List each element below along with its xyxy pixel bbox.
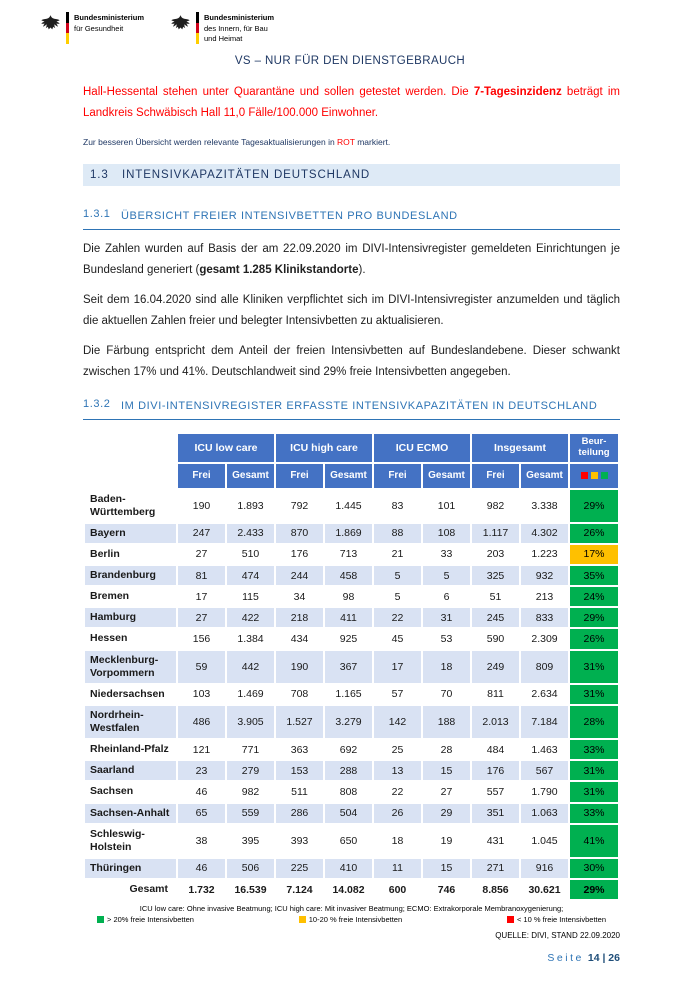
value-cell: 811 xyxy=(471,684,520,705)
value-cell: 932 xyxy=(520,565,569,586)
note-text: Zur besseren Übersicht werden relevante Tagesaktualisierungen in xyxy=(83,137,338,148)
table-row xyxy=(84,803,619,824)
value-cell: 247 xyxy=(177,523,226,544)
value-cell: 176 xyxy=(471,760,520,781)
value-cell: 51 xyxy=(471,586,520,607)
value-cell: 271 xyxy=(471,858,520,879)
value-cell: 422 xyxy=(226,607,275,628)
value-cell: 411 xyxy=(324,607,373,628)
value-cell: 925 xyxy=(324,628,373,649)
value-cell: 188 xyxy=(422,705,471,739)
value-cell: 83 xyxy=(373,489,422,523)
value-cell: 142 xyxy=(373,705,422,739)
legend-item-green xyxy=(97,915,194,924)
source-line: QUELLE: DIVI, STAND 22.09.2020 xyxy=(495,931,620,941)
beurteilung-cell: 33% xyxy=(569,803,619,824)
value-cell: 1.463 xyxy=(520,739,569,760)
value-cell: 1.063 xyxy=(520,803,569,824)
value-cell: 325 xyxy=(471,565,520,586)
table-header xyxy=(84,433,619,489)
value-cell: 59 xyxy=(177,650,226,684)
logo-line: Bundesministerium xyxy=(74,13,145,22)
value-cell: 14.082 xyxy=(324,879,373,900)
table-row xyxy=(84,781,619,802)
column-gesamt: Gesamt xyxy=(422,463,471,489)
bundesland-name-cell: Hessen xyxy=(84,628,177,649)
update-note xyxy=(83,137,620,147)
value-cell: 57 xyxy=(373,684,422,705)
value-cell: 2.013 xyxy=(471,705,520,739)
value-cell: 98 xyxy=(324,586,373,607)
value-cell: 5 xyxy=(373,565,422,586)
bundesland-name-cell: Schleswig-Holstein xyxy=(84,824,177,858)
table-row xyxy=(84,489,619,523)
column-frei: Frei xyxy=(373,463,422,489)
bundesland-name-cell: Berlin xyxy=(84,544,177,565)
value-cell: 33 xyxy=(422,544,471,565)
value-cell: 88 xyxy=(373,523,422,544)
bundesland-name-cell: Saarland xyxy=(84,760,177,781)
value-cell: 17 xyxy=(177,586,226,607)
value-cell: 121 xyxy=(177,739,226,760)
value-cell: 3.905 xyxy=(226,705,275,739)
value-cell: 16.539 xyxy=(226,879,275,900)
column-group-insgesamt: Insgesamt xyxy=(471,433,569,463)
value-cell: 65 xyxy=(177,803,226,824)
value-cell: 25 xyxy=(373,739,422,760)
value-cell: 5 xyxy=(422,565,471,586)
value-cell: 600 xyxy=(373,879,422,900)
beurteilung-cell: 31% xyxy=(569,781,619,802)
value-cell: 1.469 xyxy=(226,684,275,705)
german-flag-stripe-icon xyxy=(196,12,199,44)
logo-line: Bundesministerium xyxy=(204,13,275,22)
value-cell: 53 xyxy=(422,628,471,649)
section-heading-1-3 xyxy=(83,164,620,186)
bundesland-name-cell: Hamburg xyxy=(84,607,177,628)
federal-eagle-icon xyxy=(40,12,61,36)
logo-bmi xyxy=(170,12,274,45)
value-cell: 11 xyxy=(373,858,422,879)
value-cell: 22 xyxy=(373,607,422,628)
legend-label: 10-20 % freie Intensivbetten xyxy=(308,915,403,925)
section-title: ÜBERSICHT FREIER INTENSIVBETTEN PRO BUNDESLAND xyxy=(121,210,458,223)
bundesland-name-cell: Bremen xyxy=(84,586,177,607)
value-cell: 650 xyxy=(324,824,373,858)
value-cell: 1.117 xyxy=(471,523,520,544)
bundesland-name-cell: Sachsen-Anhalt xyxy=(84,803,177,824)
column-beurteilung: Beur-teilung xyxy=(569,433,619,463)
yellow-square-icon xyxy=(591,472,598,479)
bundesland-name-cell: Mecklenburg-Vorpommern xyxy=(84,650,177,684)
beurteilung-cell: 30% xyxy=(569,858,619,879)
green-square-icon xyxy=(97,916,104,923)
bundesland-name-cell: Thüringen xyxy=(84,858,177,879)
column-group-icu-low-care: ICU low care xyxy=(177,433,275,463)
value-cell: 474 xyxy=(226,565,275,586)
page-number xyxy=(547,952,620,964)
value-cell: 21 xyxy=(373,544,422,565)
value-cell: 1.384 xyxy=(226,628,275,649)
value-cell: 2.634 xyxy=(520,684,569,705)
green-square-icon xyxy=(601,472,608,479)
value-cell: 29 xyxy=(422,803,471,824)
value-cell: 434 xyxy=(275,628,324,649)
quarantine-alert xyxy=(83,82,620,125)
paragraph-3: Die Färbung entspricht dem Anteil der freien Intensivbetten auf Bundeslandebene. Dieser schwankt zwischen 17% und 41%. Deutschlandweit sind 29% freie Intensivbetten angegeben. xyxy=(83,344,620,378)
note-text: markiert. xyxy=(354,137,391,148)
beurteilung-cell: 33% xyxy=(569,739,619,760)
value-cell: 393 xyxy=(275,824,324,858)
value-cell: 363 xyxy=(275,739,324,760)
value-cell: 27 xyxy=(177,544,226,565)
value-cell: 15 xyxy=(422,760,471,781)
value-cell: 2.309 xyxy=(520,628,569,649)
table-row xyxy=(84,586,619,607)
beurteilung-cell: 31% xyxy=(569,650,619,684)
note-rot-text: ROT xyxy=(337,137,355,148)
column-frei: Frei xyxy=(471,463,520,489)
value-cell: 115 xyxy=(226,586,275,607)
value-cell: 27 xyxy=(177,607,226,628)
value-cell: 18 xyxy=(373,824,422,858)
value-cell: 28 xyxy=(422,739,471,760)
beurteilung-cell: 26% xyxy=(569,523,619,544)
value-cell: 559 xyxy=(226,803,275,824)
value-cell: 809 xyxy=(520,650,569,684)
value-cell: 808 xyxy=(324,781,373,802)
table-row xyxy=(84,684,619,705)
section-number: 1.3.1 xyxy=(83,208,111,221)
bundesland-name-cell: Gesamt xyxy=(84,879,177,900)
value-cell: 30.621 xyxy=(520,879,569,900)
value-cell: 410 xyxy=(324,858,373,879)
value-cell: 286 xyxy=(275,803,324,824)
section-heading-1-3-2 xyxy=(83,398,620,420)
classification-banner: VS – NUR FÜR DEN DIENSTGEBRAUCH xyxy=(234,54,466,67)
value-cell: 288 xyxy=(324,760,373,781)
value-cell: 218 xyxy=(275,607,324,628)
value-cell: 1.732 xyxy=(177,879,226,900)
value-cell: 1.893 xyxy=(226,489,275,523)
table-row xyxy=(84,705,619,739)
logo-line: und Heimat xyxy=(204,34,243,43)
beurteilung-cell: 29% xyxy=(569,489,619,523)
value-cell: 46 xyxy=(177,781,226,802)
paragraph-2: Seit dem 16.04.2020 sind alle Kliniken verpflichtet sich im DIVI-Intensivregister anzumelden und täglich die aktuellen Zahlen freier und belegter Intensivbetten zu aktualisieren. xyxy=(83,293,620,327)
value-cell: 1.045 xyxy=(520,824,569,858)
logo-bmi-text xyxy=(204,12,274,45)
beurteilung-cell: 17% xyxy=(569,544,619,565)
alert-text: beträgt im Landkreis Schwäbisch Hall 11,0 Fälle/100.000 Einwohner. xyxy=(83,85,620,119)
bundesland-name-cell: Bayern xyxy=(84,523,177,544)
value-cell: 771 xyxy=(226,739,275,760)
bundesland-name-cell: Rheinland-Pfalz xyxy=(84,739,177,760)
column-group-icu-high-care: ICU high care xyxy=(275,433,373,463)
value-cell: 506 xyxy=(226,858,275,879)
table-row xyxy=(84,824,619,858)
value-cell: 4.302 xyxy=(520,523,569,544)
yellow-square-icon xyxy=(299,916,306,923)
value-cell: 190 xyxy=(275,650,324,684)
page-content xyxy=(0,82,700,941)
value-cell: 792 xyxy=(275,489,324,523)
value-cell: 510 xyxy=(226,544,275,565)
alert-bold-text: 7-Tagesinzidenz xyxy=(473,85,562,98)
table-row xyxy=(84,544,619,565)
column-frei: Frei xyxy=(275,463,324,489)
value-cell: 511 xyxy=(275,781,324,802)
legend-item-yellow xyxy=(299,915,402,924)
beurteilung-cell: 31% xyxy=(569,760,619,781)
value-cell: 213 xyxy=(520,586,569,607)
value-cell: 23 xyxy=(177,760,226,781)
beurteilung-legend-squares xyxy=(569,463,619,489)
value-cell: 484 xyxy=(471,739,520,760)
value-cell: 176 xyxy=(275,544,324,565)
page-label: Seite xyxy=(547,952,584,964)
legend-item-red xyxy=(507,915,606,924)
value-cell: 3.338 xyxy=(520,489,569,523)
column-frei: Frei xyxy=(177,463,226,489)
value-cell: 103 xyxy=(177,684,226,705)
paragraph-bold-text: gesamt 1.285 Klinikstandorte xyxy=(199,264,359,276)
value-cell: 31 xyxy=(422,607,471,628)
column-gesamt: Gesamt xyxy=(226,463,275,489)
column-gesamt: Gesamt xyxy=(324,463,373,489)
value-cell: 351 xyxy=(471,803,520,824)
bundesland-name-cell: Baden-Württemberg xyxy=(84,489,177,523)
beurteilung-cell: 29% xyxy=(569,879,619,900)
paragraph-text: ). xyxy=(358,264,366,276)
value-cell: 26 xyxy=(373,803,422,824)
legend-label: < 10 % freie Intensivbetten xyxy=(516,915,606,925)
value-cell: 982 xyxy=(226,781,275,802)
value-cell: 245 xyxy=(471,607,520,628)
table-footnote: ICU low care: Ohne invasive Beatmung; ICU high care: Mit invasiver Beatmung; ECMO: Extrakorporale Membranoxygenierung; xyxy=(139,904,564,914)
value-cell: 108 xyxy=(422,523,471,544)
value-cell: 458 xyxy=(324,565,373,586)
color-legend xyxy=(83,913,620,924)
logo-bmg xyxy=(40,12,144,45)
bundesland-name-cell: Sachsen xyxy=(84,781,177,802)
ministry-logos xyxy=(0,0,700,45)
bundesland-name-cell: Nordrhein-Westfalen xyxy=(84,705,177,739)
value-cell: 3.279 xyxy=(324,705,373,739)
red-square-icon xyxy=(507,916,514,923)
value-cell: 431 xyxy=(471,824,520,858)
legend-label: > 20% freie Intensivbetten xyxy=(107,915,194,925)
value-cell: 708 xyxy=(275,684,324,705)
value-cell: 442 xyxy=(226,650,275,684)
value-cell: 7.124 xyxy=(275,879,324,900)
value-cell: 1.165 xyxy=(324,684,373,705)
table-row xyxy=(84,607,619,628)
beurteilung-cell: 28% xyxy=(569,705,619,739)
table-total-row xyxy=(84,879,619,900)
value-cell: 8.856 xyxy=(471,879,520,900)
value-cell: 34 xyxy=(275,586,324,607)
value-cell: 916 xyxy=(520,858,569,879)
beurteilung-cell: 35% xyxy=(569,565,619,586)
table-row xyxy=(84,739,619,760)
beurteilung-cell: 41% xyxy=(569,824,619,858)
value-cell: 1.869 xyxy=(324,523,373,544)
value-cell: 567 xyxy=(520,760,569,781)
value-cell: 244 xyxy=(275,565,324,586)
value-cell: 692 xyxy=(324,739,373,760)
value-cell: 1.445 xyxy=(324,489,373,523)
value-cell: 870 xyxy=(275,523,324,544)
value-cell: 486 xyxy=(177,705,226,739)
logo-line: des Innern, für Bau xyxy=(204,23,268,33)
value-cell: 70 xyxy=(422,684,471,705)
bundesland-name-cell: Niedersachsen xyxy=(84,684,177,705)
beurteilung-cell: 26% xyxy=(569,628,619,649)
table-row xyxy=(84,523,619,544)
beurteilung-cell: 31% xyxy=(569,684,619,705)
table-corner-cell xyxy=(84,433,177,489)
section-title: IM DIVI-INTENSIVREGISTER ERFASSTE INTENSIVKAPAZITÄTEN IN DEUTSCHLAND xyxy=(121,399,598,412)
value-cell: 101 xyxy=(422,489,471,523)
section-heading-1-3-1 xyxy=(83,208,620,230)
value-cell: 1.223 xyxy=(520,544,569,565)
value-cell: 46 xyxy=(177,858,226,879)
value-cell: 557 xyxy=(471,781,520,802)
table-row xyxy=(84,565,619,586)
value-cell: 203 xyxy=(471,544,520,565)
section-number: 1.3 xyxy=(90,169,109,182)
section-title: INTENSIVKAPAZITÄTEN DEUTSCHLAND xyxy=(122,169,371,182)
value-cell: 982 xyxy=(471,489,520,523)
value-cell: 7.184 xyxy=(520,705,569,739)
paragraph-text: Die Zahlen wurden auf Basis der am 22.09.2020 im DIVI-Intensivregister gemeldeten Einrichtungen je Bundesland generiert ( xyxy=(83,243,620,276)
table-row xyxy=(84,628,619,649)
alert-text: Hall-Hessental stehen unter Quarantäne und sollen getestet werden. Die xyxy=(83,85,474,98)
value-cell: 22 xyxy=(373,781,422,802)
value-cell: 249 xyxy=(471,650,520,684)
value-cell: 27 xyxy=(422,781,471,802)
value-cell: 395 xyxy=(226,824,275,858)
beurteilung-cell: 29% xyxy=(569,607,619,628)
logo-bmg-text xyxy=(74,12,144,34)
federal-eagle-icon xyxy=(170,12,191,36)
value-cell: 38 xyxy=(177,824,226,858)
icu-capacity-table xyxy=(83,432,620,901)
value-cell: 153 xyxy=(275,760,324,781)
value-cell: 279 xyxy=(226,760,275,781)
value-cell: 190 xyxy=(177,489,226,523)
value-cell: 19 xyxy=(422,824,471,858)
value-cell: 6 xyxy=(422,586,471,607)
column-gesamt: Gesamt xyxy=(520,463,569,489)
value-cell: 367 xyxy=(324,650,373,684)
value-cell: 5 xyxy=(373,586,422,607)
table-row xyxy=(84,858,619,879)
value-cell: 18 xyxy=(422,650,471,684)
value-cell: 1.527 xyxy=(275,705,324,739)
value-cell: 833 xyxy=(520,607,569,628)
paragraph-1 xyxy=(83,239,620,281)
bundesland-name-cell: Brandenburg xyxy=(84,565,177,586)
value-cell: 746 xyxy=(422,879,471,900)
value-cell: 2.433 xyxy=(226,523,275,544)
value-cell: 156 xyxy=(177,628,226,649)
red-square-icon xyxy=(581,472,588,479)
page-number-value: 14 | 26 xyxy=(587,952,620,964)
column-group-icu-ecmo: ICU ECMO xyxy=(373,433,471,463)
table-row xyxy=(84,760,619,781)
value-cell: 1.790 xyxy=(520,781,569,802)
german-flag-stripe-icon xyxy=(66,12,69,44)
table-row xyxy=(84,650,619,684)
beurteilung-cell: 24% xyxy=(569,586,619,607)
section-number: 1.3.2 xyxy=(83,397,111,410)
value-cell: 504 xyxy=(324,803,373,824)
value-cell: 225 xyxy=(275,858,324,879)
value-cell: 13 xyxy=(373,760,422,781)
value-cell: 81 xyxy=(177,565,226,586)
logo-line: für Gesundheit xyxy=(74,23,124,33)
bundesland-table-body xyxy=(84,489,619,901)
value-cell: 590 xyxy=(471,628,520,649)
value-cell: 713 xyxy=(324,544,373,565)
value-cell: 15 xyxy=(422,858,471,879)
value-cell: 17 xyxy=(373,650,422,684)
value-cell: 45 xyxy=(373,628,422,649)
